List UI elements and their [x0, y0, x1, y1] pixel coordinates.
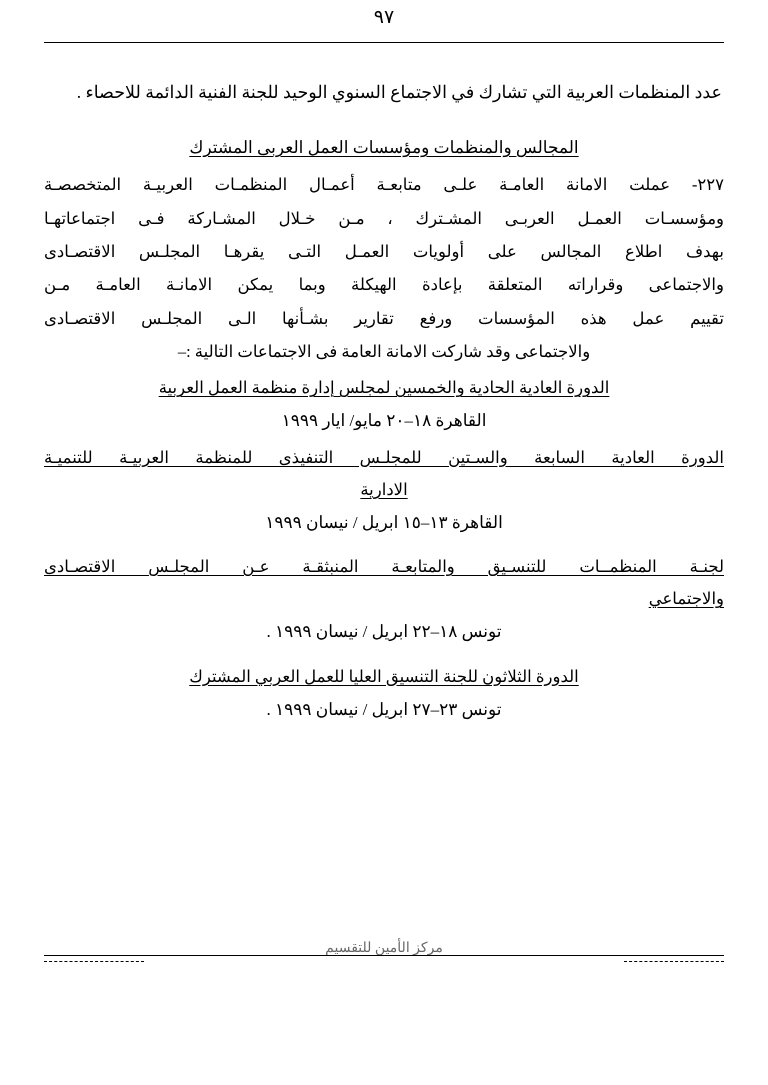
meeting-entry — [44, 372, 724, 437]
meeting-place: القاهرة ١٨–٢٠ مايو/ ايار ١٩٩٩ — [281, 411, 487, 431]
meeting-title: الدورة العادية السابعة والسـتين للمجلـس التنفيذى للمنظمة العربيـة للتنميـة — [44, 447, 724, 467]
footer-watermark: مركز الأمين للتقسيم — [325, 941, 443, 956]
meeting-entry — [44, 442, 724, 539]
paragraph-line: ومؤسسـات العمـل العربـى المشـترك ، مـن خـلال المشـاركة فـى اجتماعاتهـا — [44, 208, 724, 228]
header-rule — [44, 42, 724, 43]
meeting-entry — [44, 551, 724, 648]
paragraph-line: تقييم عمل هذه المؤسسات ورفع تقارير بشـأنها الـى المجلـس الاقتصـادى — [44, 308, 724, 328]
meeting-title: لجنـة المنظمــات للتنسـيق والمتابعـة المنبثقـة عـن المجلـس الاقتصـادى — [44, 557, 724, 577]
section-heading: المجالس والمنظمات ومؤسسات العمل العربى المشترك — [189, 138, 579, 157]
meeting-place: تونس ٢٣–٢٧ ابريل / نيسان ١٩٩٩ . — [266, 699, 502, 719]
meeting-title-continuation: الادارية — [360, 479, 408, 499]
intro-paragraph: عدد المنظمات العربية التي تشارك في الاجتماع السنوي الوحيد للجنة الفنية الدائمة للاحصاء . — [76, 82, 722, 102]
meeting-place: القاهرة ١٣–١٥ ابريل / نيسان ١٩٩٩ — [265, 512, 503, 532]
footer-rule — [44, 955, 724, 956]
paragraph-line: والاجتماعى وقد شاركت الامانة العامة فى الاجتماعات التالية :– — [177, 341, 591, 361]
page-content — [44, 75, 724, 945]
spacer — [44, 649, 724, 657]
footer-dash-right — [624, 961, 724, 962]
meeting-title: الدورة الثلاثون للجنة التنسيق العليا للعمل العربي المشترك — [189, 666, 579, 686]
page-number: ٩٧ — [373, 7, 395, 28]
meeting-title: الدورة العادية الحادية والخمسين لمجلس إدارة منظمة العمل العربية — [158, 378, 610, 398]
spacer — [44, 539, 724, 547]
meeting-place: تونس ١٨–٢٢ ابريل / نيسان ١٩٩٩ . — [266, 622, 502, 642]
meeting-title-continuation: والاجتماعي — [648, 589, 724, 609]
meeting-entry — [44, 661, 724, 726]
footer-dash-left — [44, 961, 144, 962]
paragraph-line: ٢٢٧- عملت الامانة العامـة علـى متابعـة أعمـال المنظمـات العربيـة المتخصصـة — [44, 175, 724, 195]
section-paragraph — [44, 168, 724, 368]
paragraph-line: بهدف اطلاع المجالس على أولويات العمـل التـى يقرهـا المجلـس الاقتصـادى — [44, 241, 724, 261]
paragraph-line: والاجتماعى وقراراته المتعلقة بإعادة الهيكلة وبما يمكن الامانـة العامـة مـن — [44, 275, 724, 295]
